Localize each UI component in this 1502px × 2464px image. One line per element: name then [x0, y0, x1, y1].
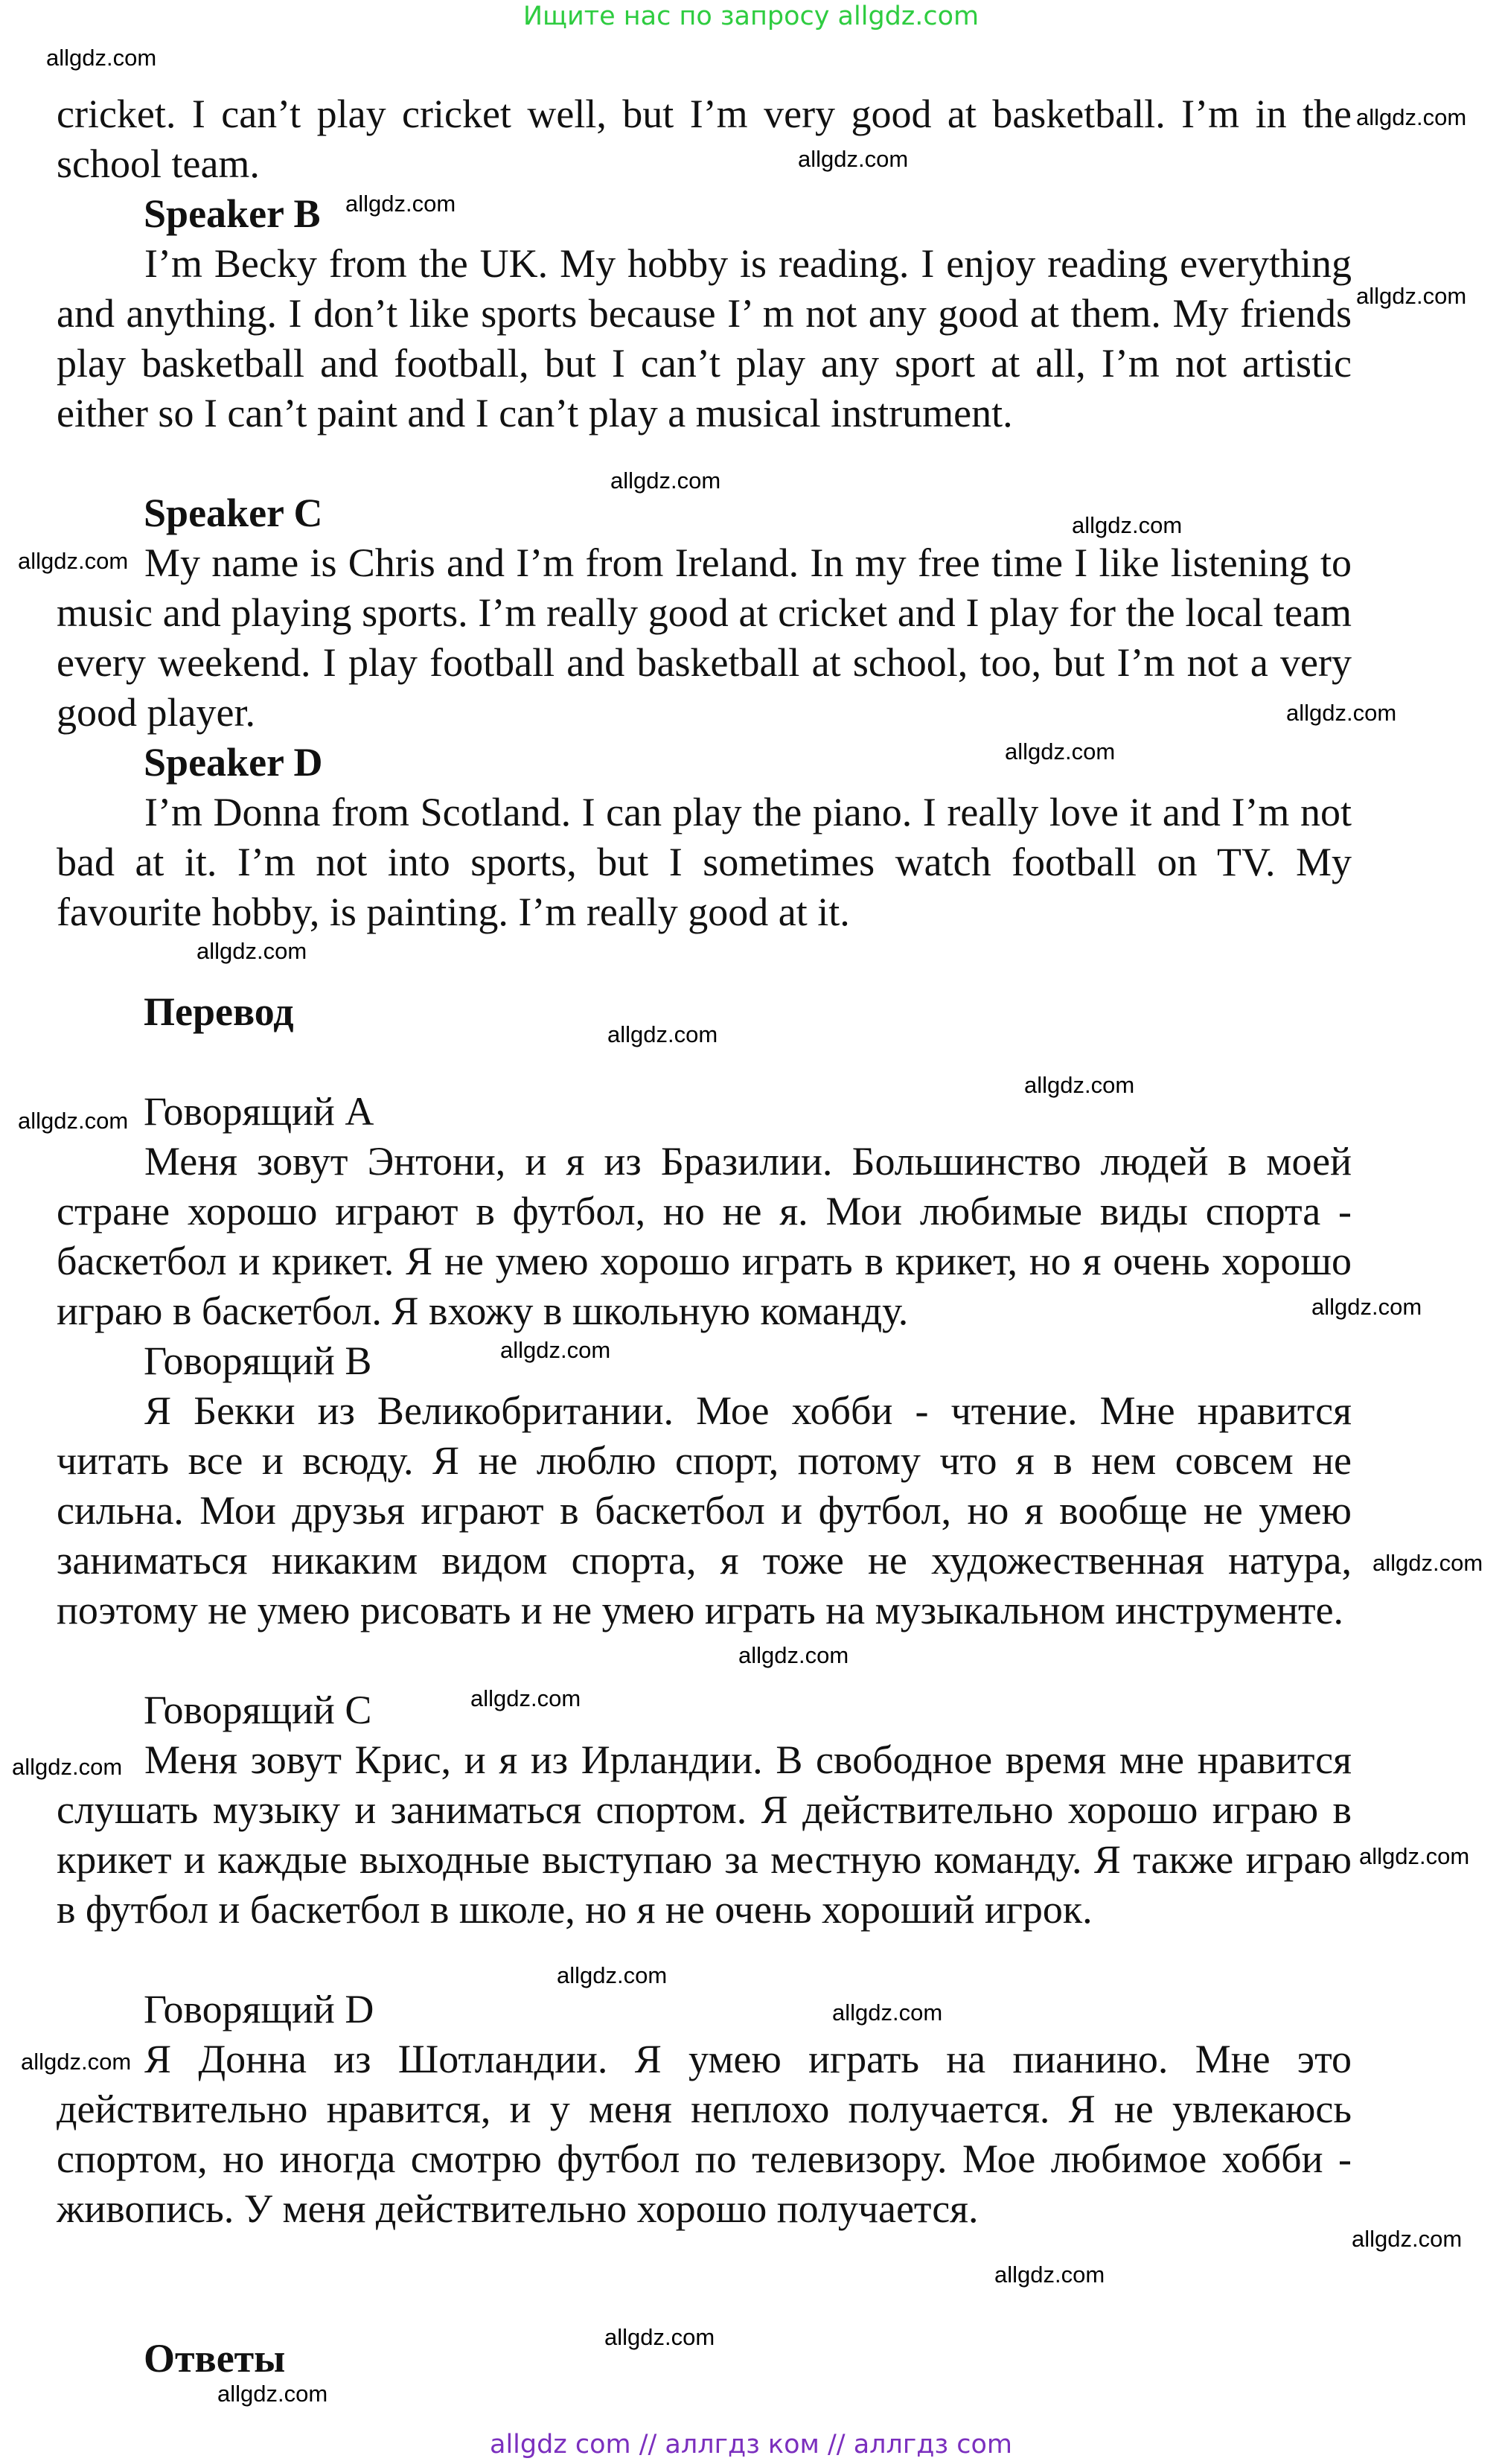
translation-speaker-a-text: Меня зовут Энтони, и я из Бразилии. Большинство людей в моей стране хорошо играют в футбол, но не я. Мои любимые виды спорта - баскетбол и крикет. Я не умею хорошо играть в крикет, но я очень хорошо играю в баскетбол. Я вхожу в школьную команду.: [57, 1139, 1352, 1333]
watermark: allgdz.com: [46, 45, 157, 71]
speaker-c-text: My name is Chris and I’m from Ireland. In my free time I like listening to music and playing sports. I’m really good at cricket and I play for the local team every weekend. I play football and basketball at school, too, but I’m not a very good player.: [57, 540, 1352, 735]
watermark: allgdz.com: [1356, 104, 1467, 130]
watermark: allgdz.com: [12, 1754, 123, 1780]
watermark: allgdz.com: [994, 2262, 1105, 2288]
watermark: allgdz.com: [1005, 738, 1116, 765]
watermark: allgdz.com: [1352, 2226, 1463, 2252]
watermark: allgdz.com: [18, 548, 129, 574]
speaker-a-text-end: cricket. I can’t play cricket well, but I’m very good at basketball. I’m in the school team.: [57, 92, 1352, 186]
translation-speaker-c-heading: Говорящий C: [144, 1688, 372, 1732]
watermark: allgdz.com: [1359, 1843, 1470, 1869]
watermark: allgdz.com: [21, 2049, 132, 2075]
watermark: allgdz.com: [557, 1962, 668, 1988]
translation-speaker-d-heading: Говорящий D: [144, 1987, 374, 2031]
watermark: allgdz.com: [1072, 512, 1183, 538]
watermark: allgdz.com: [738, 1642, 849, 1668]
watermark: allgdz.com: [832, 1999, 943, 2026]
watermark: allgdz.com: [470, 1685, 581, 1711]
watermark: allgdz.com: [604, 2324, 715, 2350]
watermark: allgdz.com: [196, 938, 307, 964]
answers-heading: Ответы: [144, 2336, 286, 2381]
watermark: allgdz.com: [1356, 283, 1467, 309]
watermark: allgdz.com: [18, 1108, 129, 1134]
top-banner[interactable]: Ищите нас по запросу allgdz.com: [522, 1, 980, 31]
speaker-d-text: I’m Donna from Scotland. I can play the piano. I really love it and I’m not bad at it. I’m not into sports, but I sometimes watch football on TV. My favourite hobby, is painting. I’m really good at it.: [57, 790, 1352, 934]
speaker-b-heading: Speaker B: [144, 191, 321, 236]
speaker-b-text: I’m Becky from the UK. My hobby is reading. I enjoy reading everything and anything. I don’t like sports because I’ m not any good at them. My friends play basketball and football, but I can’t play any sport at all, I’m not artistic either so I can’t paint and I can’t play a musical instrument.: [57, 241, 1352, 435]
watermark: allgdz.com: [1311, 1294, 1422, 1320]
watermark: allgdz.com: [345, 191, 456, 217]
watermark: allgdz.com: [1024, 1072, 1135, 1098]
translation-speaker-b-heading: Говорящий B: [144, 1338, 372, 1383]
translation-speaker-b-text: Я Бекки из Великобритании. Мое хобби - чтение. Мне нравится читать все и всюду. Я не люблю спорт, потому что я в нем совсем не сильна. Мои друзья играют в баскетбол и футбол, но я вообще не умею заниматься никаким видом спорта, я тоже не художественная натура, поэтому не умею рисовать и не умею играть на музыкальном инструменте.: [57, 1388, 1352, 1632]
watermark: allgdz.com: [798, 146, 909, 172]
translation-speaker-a-heading: Говорящий A: [144, 1089, 374, 1134]
watermark: allgdz.com: [217, 2381, 328, 2407]
bottom-banner[interactable]: allgdz com // аллгдз ком // аллгдз com: [490, 2430, 1012, 2460]
speaker-d-heading: Speaker D: [144, 740, 323, 785]
watermark: allgdz.com: [610, 467, 721, 494]
translation-speaker-d-text: Я Донна из Шотландии. Я умею играть на пианино. Мне это действительно нравится, и у меня неплохо получается. Я не увлекаюсь спортом, но иногда смотрю футбол по телевизору. Мое любимое хобби - живопись. У меня действительно хорошо получается.: [57, 2037, 1352, 2231]
translation-speaker-c-text: Меня зовут Крис, и я из Ирландии. В свободное время мне нравится слушать музыку и заниматься спортом. Я действительно хорошо играю в крикет и каждые выходные выступаю за местную команду. Я также играю в футбол и баскетбол в школе, но я не очень хороший игрок.: [57, 1737, 1352, 1932]
watermark: allgdz.com: [607, 1021, 718, 1047]
watermark: allgdz.com: [500, 1337, 611, 1363]
watermark: allgdz.com: [1372, 1550, 1483, 1576]
watermark: allgdz.com: [1286, 700, 1397, 726]
speaker-c-heading: Speaker C: [144, 491, 323, 535]
translation-heading: Перевод: [144, 989, 294, 1034]
